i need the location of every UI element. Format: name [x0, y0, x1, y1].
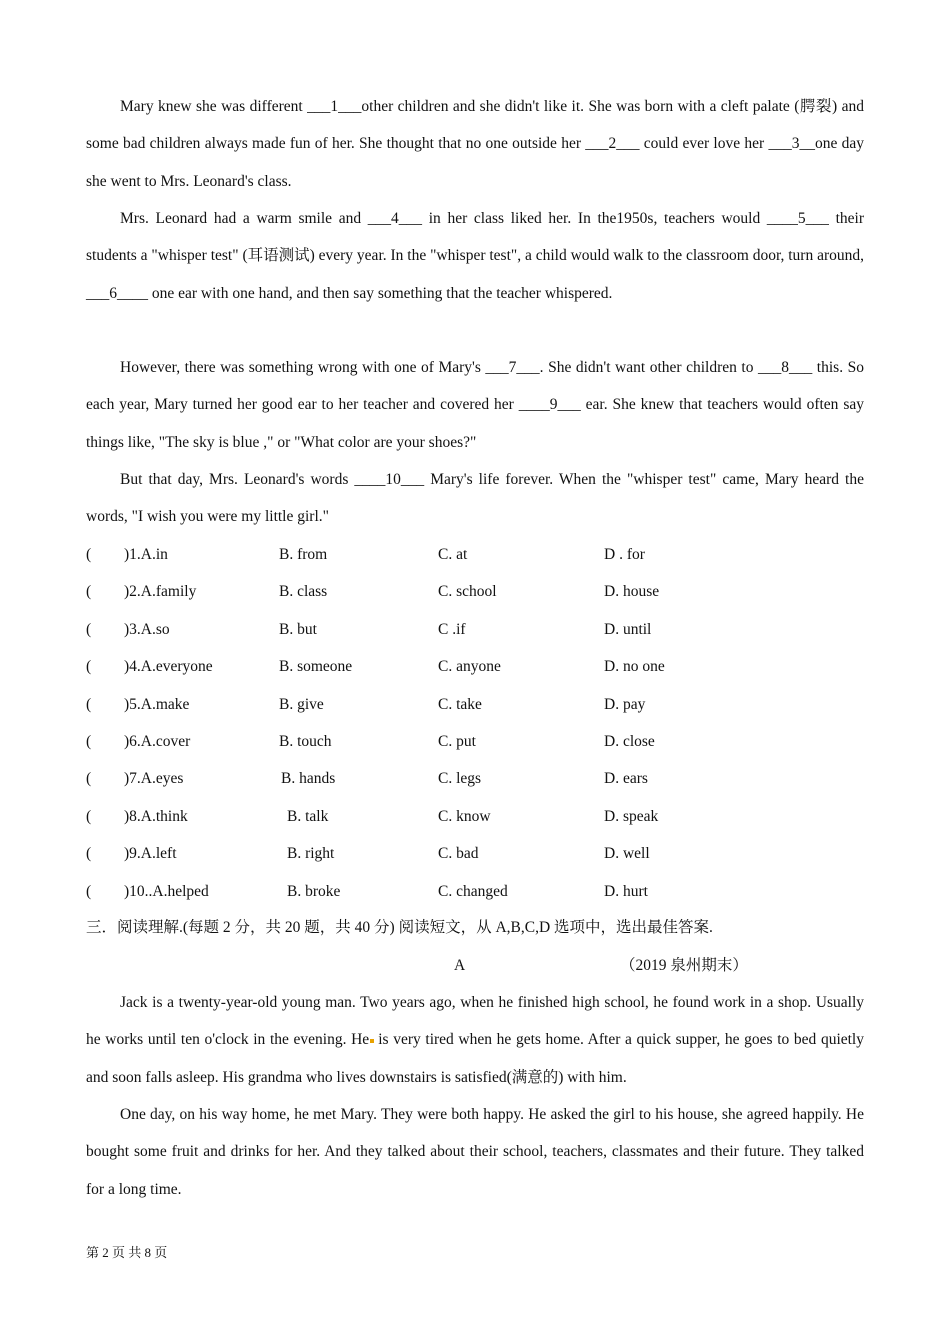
- option-d: D. ears: [604, 770, 648, 788]
- option-c: C. at: [438, 546, 468, 563]
- option-row: [86, 723, 864, 760]
- page-footer: 第 2 页 共 8 页: [86, 1245, 168, 1260]
- option-row: [86, 686, 864, 723]
- option-b: B. but: [279, 620, 317, 638]
- option-a: )9.A.left: [124, 845, 177, 863]
- option-c: C .if: [438, 620, 466, 638]
- option-a: )3.A.so: [124, 620, 170, 638]
- option-row: [86, 760, 864, 797]
- option-row: [86, 573, 864, 610]
- answer-blank: (: [86, 658, 92, 676]
- option-d: D. house: [604, 583, 660, 601]
- option-a: )2.A.family: [124, 583, 197, 601]
- cloze-paragraph-2: Mrs. Leonard had a warm smile and ___4___ in her class liked her. In the1950s, teachers would ____5___ their students a "whisper test" (耳语测试) every year. In the "whisper test", a child would walk to the classroom door, turn around, ___6____ one ear with one hand, and then say something that the teacher whispered.: [86, 210, 864, 302]
- option-d: D. pay: [604, 695, 646, 713]
- option-b: B. right: [287, 845, 335, 863]
- option-a: )5.A.make: [124, 695, 190, 713]
- option-a: )1.A.in: [124, 546, 168, 563]
- reading-paragraph-1: [86, 984, 864, 1096]
- answer-blank: (: [86, 732, 92, 750]
- cloze-options-list: [86, 536, 864, 910]
- option-b: B. talk: [287, 807, 329, 825]
- cloze-paragraph-4: But that day, Mrs. Leonard's words ____10___ Mary's life forever. When the "whisper test" came, Mary heard the words, "I wish you were my little girl.": [86, 471, 864, 526]
- passage-source: （2019 泉州期末）: [620, 957, 748, 974]
- reading-paragraph-1-end: is very tired when he gets home. After a quick supper, he goes to bed quietly and soon falls asleep. His grandma who lives downstairs is satisfied(满意的) with him.: [86, 1031, 864, 1086]
- answer-blank: (: [86, 882, 92, 900]
- answer-blank: (: [86, 845, 92, 863]
- option-b: B. class: [279, 583, 328, 601]
- option-row: [86, 648, 864, 685]
- answer-blank: (: [86, 770, 92, 788]
- option-a: )10..A.helped: [124, 882, 209, 900]
- option-c: C. put: [438, 732, 476, 750]
- option-b: B. someone: [279, 658, 353, 676]
- option-d: D. no one: [604, 658, 665, 676]
- answer-blank: (: [86, 695, 92, 713]
- cloze-paragraph-1: Mary knew she was different ___1___other children and she didn't like it. She was born with a cleft palate (腭裂) and some bad children always made fun of her. She thought that no one outside her ___2___ could ever love her ___3__one day she went to Mrs. Leonard's class.: [86, 98, 864, 190]
- option-a: )4.A.everyone: [124, 658, 213, 676]
- option-c: C. changed: [438, 882, 508, 900]
- option-a: )7.A.eyes: [124, 770, 184, 788]
- answer-blank: (: [86, 807, 92, 825]
- option-c: C. school: [438, 583, 497, 601]
- option-d: D. until: [604, 620, 652, 638]
- option-c: C. bad: [438, 845, 479, 863]
- option-c: C. anyone: [438, 658, 501, 676]
- option-c: C. legs: [438, 770, 482, 788]
- option-row: [86, 611, 864, 648]
- option-row: [86, 873, 864, 910]
- option-row: [86, 835, 864, 872]
- reading-paragraph-1-start: Jack is a twenty-year-old young man. Two years ago, when he finished high school, he found work in a shop. Usually he works until ten o'clock in the evening. He: [86, 994, 864, 1049]
- answer-blank: (: [86, 620, 92, 638]
- highlight-dot: [370, 1039, 374, 1043]
- option-row: [86, 798, 864, 835]
- section-3-heading: 三．阅读理解.(每题 2 分，共 20 题，共 40 分) 阅读短文，从 A,B,C,D 选项中，选出最佳答案.: [86, 919, 713, 936]
- option-b: B. broke: [287, 882, 341, 900]
- option-d: D. close: [604, 732, 655, 750]
- option-d: D. hurt: [604, 882, 648, 900]
- answer-blank: (: [86, 583, 92, 601]
- option-d: D . for: [604, 546, 645, 563]
- option-a: )8.A.think: [124, 807, 188, 825]
- option-d: D. well: [604, 845, 650, 863]
- passage-label: A: [454, 957, 466, 974]
- option-a: )6.A.cover: [124, 732, 191, 750]
- cloze-paragraph-3: However, there was something wrong with one of Mary's ___7___. She didn't want other children to ___8___ this. So each year, Mary turned her good ear to her teacher and covered her ____9___ ear. She knew that teachers would often say things like, "The sky is blue ," or "What color are your shoes?": [86, 359, 864, 451]
- reading-paragraph-2: One day, on his way home, he met Mary. They were both happy. He asked the girl to his house, she agreed happily. He bought some fruit and drinks for her. And they talked about their school, teachers, classmates and their future. They talked for a long time.: [86, 1106, 864, 1198]
- option-d: D. speak: [604, 807, 659, 825]
- option-b: B. from: [279, 546, 328, 563]
- option-b: B. touch: [279, 732, 332, 750]
- option-b: B. give: [279, 695, 324, 713]
- option-c: C. know: [438, 807, 491, 825]
- option-c: C. take: [438, 695, 482, 713]
- option-b: B. hands: [281, 770, 336, 788]
- answer-blank: (: [86, 546, 92, 563]
- option-row: [86, 536, 864, 573]
